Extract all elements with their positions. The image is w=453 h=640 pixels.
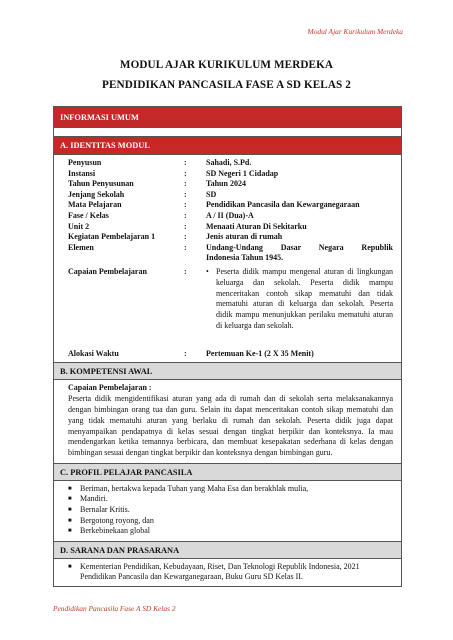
field-fase-kelas [68,211,393,222]
field-instansi [68,169,393,180]
kompetensi-paragraph: Peserta didik mengidentifikasi aturan yang ada di rumah dan di sekolah serta melaksanakannya dengan bimbingan orang tua dan guru. Selain itu dapat menceritakan contoh sikap mematuhi dan yang tidak mematuhi aturan yang berlaku di rumah dan sekolah. Peserta didik juga dapat menyampaikan pendapatnya di kelas sesuai dengan tingkat berpikir dan konteksnya. Ia mau mendengarkan ketika temannya berbicara, dan membuat kesepakatan sederhana di kelas dengan bimbingan sesuai dengan tingkat berpikir dan konteksnya dengan bimbingan guru. [68,394,393,458]
field-jenjang-sekolah [68,190,393,201]
field-value: SD [206,189,217,199]
field-colon: : [184,158,187,167]
capaian-subtitle: Capaian Pembelajaran : [68,383,152,393]
field-unit [68,222,393,233]
field-colon: : [184,266,187,276]
list-item [68,494,393,505]
list-item [68,505,393,516]
field-value: Pendidikan Pancasila dan Kewarganegaraan [206,200,360,210]
field-key: Tahun Penyusunan [68,179,134,189]
spacer-row [54,128,401,137]
field-value: A / II (Dua)-A [206,210,254,220]
field-value: Tahun 2024 [206,179,246,189]
field-value: SD Negeri 1 Cidadap [206,168,279,178]
field-colon: : [184,168,187,178]
sarana-prasarana-body [54,559,401,586]
field-value: Jenis aturan di rumah [206,232,283,242]
field-colon: : [184,200,187,210]
field-colon: : [184,242,187,252]
kompetensi-awal-heading: B. KOMPETENSI AWAL [54,363,401,380]
field-value-line: Indonesia Tahun 1945. [206,253,284,263]
list-item-text: Beriman, bertakwa kepada Tuhan yang Maha Esa dan berakhlak mulia, [80,483,309,493]
square-bullet-icon: ■ [68,528,72,535]
bullet-dot-icon: • [206,266,209,276]
square-bullet-icon: ■ [68,496,72,503]
capaian-text: Peserta didik mampu mengenal aturan di lingkungan keluarga dan sekolah. Peserta didik mampu menceritakan contoh sikap mematuhi dan tidak mematuhi aturan di keluarga dan sekolah. Peserta didik mampu menunjukkan perilaku mematuhi aturan di keluarga dan sekolah. [216,266,393,330]
sarana-list [68,562,393,583]
field-key: Mata Pelajaran [68,200,122,210]
capaian-list [206,267,393,332]
field-tahun-penyusunan [68,179,393,190]
field-key: Unit 2 [68,221,90,231]
document-title [0,55,453,95]
field-colon: : [184,232,187,242]
identitas-modul-body [54,155,401,363]
list-item [68,562,393,583]
field-value [206,243,393,264]
field-colon: : [184,348,187,358]
running-footer: Pendidikan Pancasila Fase A SD Kelas 2 [53,604,176,613]
list-item [68,526,393,537]
profil-list [68,484,393,537]
field-key: Jenjang Sekolah [68,189,125,199]
field-key: Penyusun [68,158,102,167]
field-value: Pertemuan Ke-1 (2 X 35 Menit) [206,348,314,358]
field-penyusun [68,158,393,169]
title-line-1: MODUL AJAR KURIKULUM MERDEKA [119,59,334,71]
informasi-umum-band: INFORMASI UMUM [54,107,401,128]
field-key: Elemen [68,242,94,252]
field-kegiatan-pembelajaran [68,232,393,243]
list-item-text: Bergotong royong, dan [80,515,154,525]
square-bullet-icon: ■ [68,517,72,524]
list-item-text: Berkebinekaan global [80,526,150,536]
field-value: Sahadi, S.Pd. [206,158,252,167]
square-bullet-icon: ■ [68,485,72,492]
square-bullet-icon: ■ [68,563,72,570]
field-colon: : [184,210,187,220]
list-item-text: Mandiri. [80,494,108,504]
list-item [68,484,393,495]
field-mata-pelajaran [68,200,393,211]
field-key: Alokasi Waktu [68,348,119,358]
identitas-modul-band: A. IDENTITAS MODUL [54,137,401,155]
field-key: Capaian Pembelajaran [68,266,147,276]
list-item-text: Kementerian Pendidikan, Kebudayaan, Riset, Dan Teknologi Republik Indonesia, 2021 Pendidikan Pancasila dan Kewarganegaraan, Buku Guru SD Kelas II. [80,561,360,582]
profil-pelajar-body [54,481,401,542]
list-item [68,516,393,527]
list-item-text: Bernalar Kritis. [80,505,130,515]
running-header: Modul Ajar Kurikulum Merdeka [307,27,403,36]
field-elemen [68,243,393,264]
kompetensi-awal-body [54,380,401,464]
field-colon: : [184,221,187,231]
field-value: Menaati Aturan Di Sekitarku [206,221,307,231]
field-capaian-pembelajaran [68,267,393,332]
list-item [206,267,393,332]
module-table [53,106,402,587]
field-key: Instansi [68,168,96,178]
profil-pelajar-heading: C. PROFIL PELAJAR PANCASILA [54,464,401,481]
square-bullet-icon: ■ [68,507,72,514]
sarana-prasarana-heading: D. SARANA DAN PRASARANA [54,542,401,559]
field-colon: : [184,179,187,189]
title-line-2: PENDIDIKAN PANCASILA FASE A SD KELAS 2 [102,79,351,91]
field-alokasi-waktu [68,349,393,360]
field-value-line: Undang-Undang Dasar Negara Republik [206,242,393,252]
field-key: Kegiatan Pembelajaran 1 [68,232,156,242]
field-key: Fase / Kelas [68,210,109,220]
field-colon: : [184,189,187,199]
